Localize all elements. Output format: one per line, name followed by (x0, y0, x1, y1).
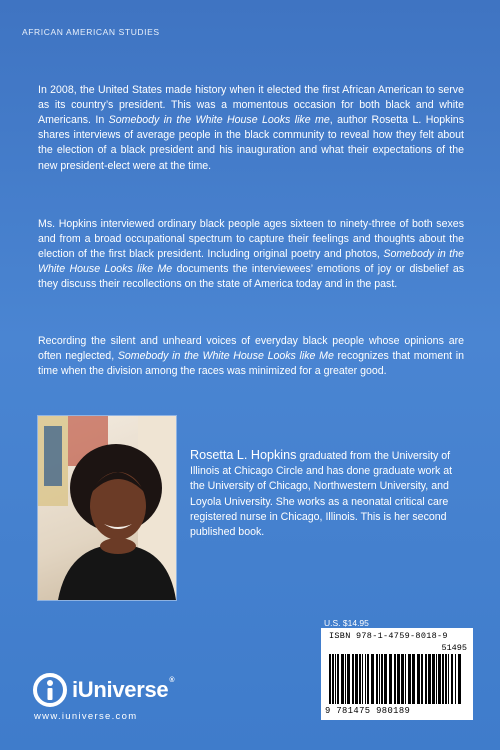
publisher-url: www.iuniverse.com (34, 711, 138, 722)
isbn-number: ISBN 978-1-4759-8018-9 (329, 631, 448, 641)
author-photo (38, 416, 176, 600)
blurb-paragraph-2: Ms. Hopkins interviewed ordinary black people ages sixteen to ninety-three of both sexes and from a broad occupational spectrum to capture their feelings and thoughts about the election of the first black president. Including original poetry and photos, Somebody in the White House Looks like Me documents the interviewees’ emotions of joy or disbelief as they discuss their recollections on the state of America today and in the past. (38, 217, 465, 291)
author-bio (190, 448, 468, 540)
author-name: Rosetta L. Hopkins (190, 448, 297, 462)
author-bio-text: graduated from the University of Illinois at Chicago Circle and has done graduate work at the University of Chicago, Northwestern University, and Loyola University. She works as a neonatal critical care registered nurse in Chicago, Illinois. This is her second published book. (190, 450, 453, 539)
price-code: 51495 (441, 643, 467, 653)
publisher-name: iUniverse® (72, 677, 175, 702)
category-label: AFRICAN AMERICAN STUDIES (22, 27, 160, 37)
blurb-paragraph-1: In 2008, the United States made history when it elected the first African American to serve as its country’s president. This was a momentous occasion for both black and white Americans. In Somebody in the White House Looks like me, author Rosetta L. Hopkins shares interviews of average people in the black community to reveal how they felt about the election of a black president and his inauguration and what their expectations of the new president-elect were at the time. (38, 83, 464, 172)
publisher-logo (32, 672, 174, 708)
iuniverse-logo-icon (32, 672, 68, 708)
barcode-bars (327, 654, 467, 706)
blurb-paragraph-3: Recording the silent and unheard voices of everyday black people whose opinions are often neglected, Somebody in the White House Looks like Me recognizes that moment in time when the division among the races was minimized for a greater good. (38, 334, 465, 377)
barcode (321, 628, 473, 720)
ean-digits: 9 781475 980189 (325, 706, 411, 716)
price-label: U.S. $14.95 (324, 618, 369, 628)
